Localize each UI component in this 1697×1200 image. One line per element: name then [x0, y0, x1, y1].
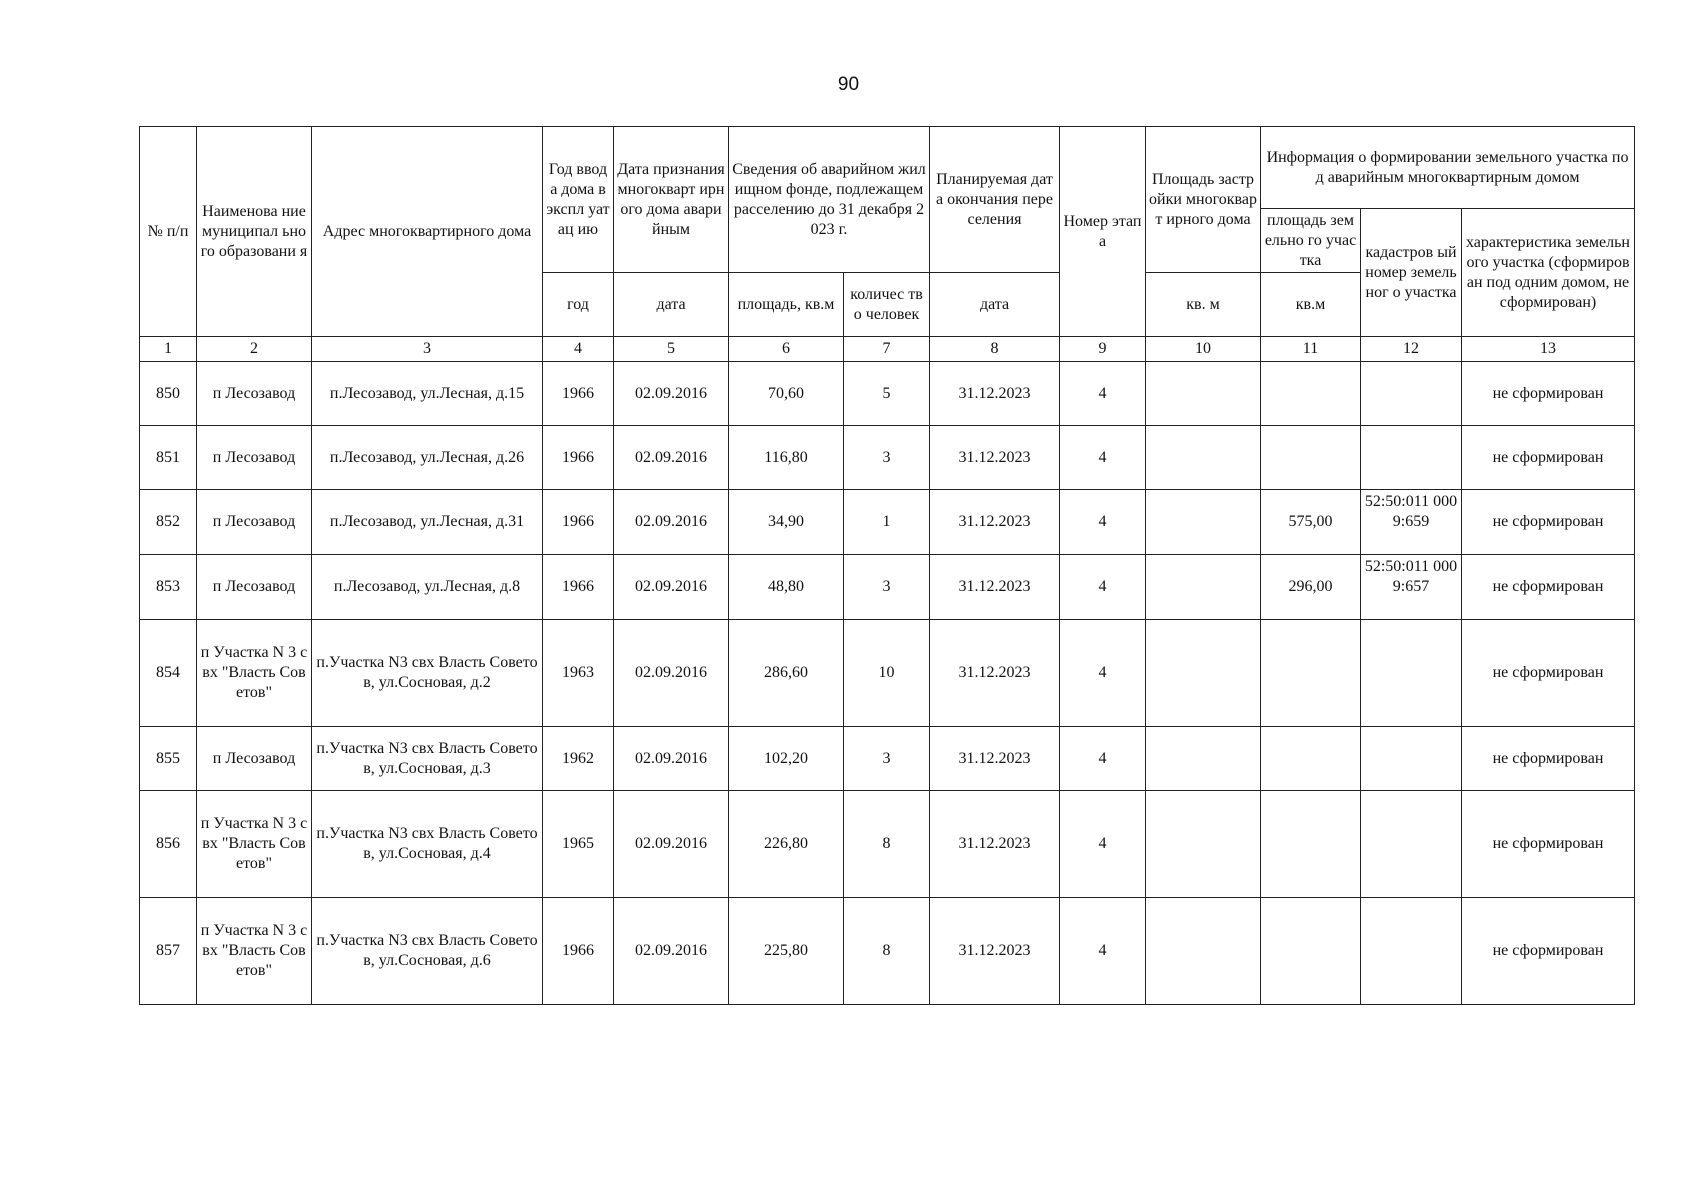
cadastral-cell — [1361, 898, 1462, 1005]
row-number: 851 — [140, 426, 197, 490]
header-planned-date: Планируемая дата окончания переселения — [930, 127, 1060, 273]
building-area-cell — [1146, 898, 1261, 1005]
table-row — [140, 791, 1635, 898]
area-cell: 70,60 — [729, 362, 844, 426]
year-cell: 1966 — [543, 490, 614, 555]
address-cell: п.Лесозавод, ул.Лесная, д.15 — [312, 362, 543, 426]
stage-cell: 4 — [1060, 727, 1146, 791]
people-cell: 3 — [844, 555, 930, 620]
stage-cell: 4 — [1060, 791, 1146, 898]
date-cell: 02.09.2016 — [614, 490, 729, 555]
status-cell: не сформирован — [1462, 362, 1635, 426]
planned-date-cell: 31.12.2023 — [930, 620, 1060, 727]
date-cell: 02.09.2016 — [614, 620, 729, 727]
people-cell: 8 — [844, 898, 930, 1005]
address-cell: п.Лесозавод, ул.Лесная, д.31 — [312, 490, 543, 555]
planned-date-cell: 31.12.2023 — [930, 898, 1060, 1005]
header-stage: Номер этапа — [1060, 127, 1146, 337]
table-row — [140, 727, 1635, 791]
planned-date-cell: 31.12.2023 — [930, 791, 1060, 898]
building-area-cell — [1146, 555, 1261, 620]
status-cell: не сформирован — [1462, 727, 1635, 791]
column-number: 4 — [543, 337, 614, 362]
table-row — [140, 490, 1635, 555]
people-cell: 5 — [844, 362, 930, 426]
municipality-cell: п Участка N 3 свх "Власть Советов" — [197, 620, 312, 727]
header-municipality: Наименова ние муниципал ьного образовани я — [197, 127, 312, 337]
building-area-cell — [1146, 620, 1261, 727]
municipality-cell: п Лесозавод — [197, 490, 312, 555]
row-number: 855 — [140, 727, 197, 791]
year-cell: 1966 — [543, 362, 614, 426]
year-cell: 1966 — [543, 555, 614, 620]
column-number: 7 — [844, 337, 930, 362]
table-row — [140, 620, 1635, 727]
municipality-cell: п Лесозавод — [197, 727, 312, 791]
area-cell: 116,80 — [729, 426, 844, 490]
table-row — [140, 362, 1635, 426]
date-cell: 02.09.2016 — [614, 362, 729, 426]
area-cell: 102,20 — [729, 727, 844, 791]
people-cell: 10 — [844, 620, 930, 727]
header-unit-people: количес тво человек — [844, 273, 930, 337]
header-fund-info: Сведения об аварийном жилищном фонде, подлежащем расселению до 31 декабря 2023 г. — [729, 127, 930, 273]
column-number: 9 — [1060, 337, 1146, 362]
row-number: 854 — [140, 620, 197, 727]
building-area-cell — [1146, 791, 1261, 898]
status-cell: не сформирован — [1462, 555, 1635, 620]
land-area-cell — [1261, 898, 1361, 1005]
header-date-emergency: Дата признания многокварт ирного дома аварийным — [614, 127, 729, 273]
planned-date-cell: 31.12.2023 — [930, 426, 1060, 490]
column-number: 6 — [729, 337, 844, 362]
people-cell: 3 — [844, 426, 930, 490]
header-unit-area: площадь, кв.м — [729, 273, 844, 337]
date-cell: 02.09.2016 — [614, 426, 729, 490]
address-cell: п.Участка N3 свх Власть Советов, ул.Сосновая, д.3 — [312, 727, 543, 791]
cadastral-cell — [1361, 426, 1462, 490]
stage-cell: 4 — [1060, 362, 1146, 426]
column-number-row — [140, 337, 1635, 362]
people-cell: 3 — [844, 727, 930, 791]
area-cell: 225,80 — [729, 898, 844, 1005]
header-num: № п/п — [140, 127, 197, 337]
header-address: Адрес многоквартирного дома — [312, 127, 543, 337]
building-area-cell — [1146, 426, 1261, 490]
header-unit-sqm2: кв.м — [1261, 273, 1361, 337]
building-area-cell — [1146, 490, 1261, 555]
land-area-cell — [1261, 362, 1361, 426]
date-cell: 02.09.2016 — [614, 791, 729, 898]
date-cell: 02.09.2016 — [614, 727, 729, 791]
year-cell: 1965 — [543, 791, 614, 898]
stage-cell: 4 — [1060, 620, 1146, 727]
address-cell: п.Участка N3 свх Власть Советов, ул.Сосновая, д.4 — [312, 791, 543, 898]
cadastral-cell — [1361, 620, 1462, 727]
row-number: 853 — [140, 555, 197, 620]
column-number: 2 — [197, 337, 312, 362]
column-number: 13 — [1462, 337, 1635, 362]
building-area-cell — [1146, 362, 1261, 426]
stage-cell: 4 — [1060, 426, 1146, 490]
column-number: 10 — [1146, 337, 1261, 362]
column-number: 11 — [1261, 337, 1361, 362]
row-number: 856 — [140, 791, 197, 898]
address-cell: п.Лесозавод, ул.Лесная, д.8 — [312, 555, 543, 620]
date-cell: 02.09.2016 — [614, 555, 729, 620]
page-number: 90 — [837, 74, 860, 95]
address-cell: п.Лесозавод, ул.Лесная, д.26 — [312, 426, 543, 490]
table-row — [140, 555, 1635, 620]
status-cell: не сформирован — [1462, 426, 1635, 490]
building-area-cell — [1146, 727, 1261, 791]
header-cadastral: кадастров ый номер земельног о участка — [1361, 209, 1462, 337]
year-cell: 1966 — [543, 426, 614, 490]
row-number: 850 — [140, 362, 197, 426]
land-area-cell — [1261, 426, 1361, 490]
row-number: 852 — [140, 490, 197, 555]
municipality-cell: п Лесозавод — [197, 426, 312, 490]
area-cell: 286,60 — [729, 620, 844, 727]
address-cell: п.Участка N3 свх Власть Советов, ул.Сосновая, д.2 — [312, 620, 543, 727]
stage-cell: 4 — [1060, 898, 1146, 1005]
land-area-cell: 575,00 — [1261, 490, 1361, 555]
emergency-housing-table — [139, 126, 1635, 1005]
area-cell: 34,90 — [729, 490, 844, 555]
stage-cell: 4 — [1060, 555, 1146, 620]
column-number: 1 — [140, 337, 197, 362]
address-cell: п.Участка N3 свх Власть Советов, ул.Сосновая, д.6 — [312, 898, 543, 1005]
header-land-area: площадь земельно го участка — [1261, 209, 1361, 273]
header-year-built: Год ввода дома в экспл уатац ию — [543, 127, 614, 273]
area-cell: 226,80 — [729, 791, 844, 898]
row-number: 857 — [140, 898, 197, 1005]
land-area-cell: 296,00 — [1261, 555, 1361, 620]
municipality-cell: п Участка N 3 свх "Власть Советов" — [197, 898, 312, 1005]
planned-date-cell: 31.12.2023 — [930, 362, 1060, 426]
header-unit-date2: дата — [930, 273, 1060, 337]
status-cell: не сформирован — [1462, 620, 1635, 727]
year-cell: 1962 — [543, 727, 614, 791]
stage-cell: 4 — [1060, 490, 1146, 555]
column-number: 3 — [312, 337, 543, 362]
column-number: 12 — [1361, 337, 1462, 362]
table-row — [140, 426, 1635, 490]
land-area-cell — [1261, 620, 1361, 727]
cadastral-cell: 52:50:011 0009:659 — [1361, 490, 1462, 555]
column-number: 5 — [614, 337, 729, 362]
land-area-cell — [1261, 727, 1361, 791]
status-cell: не сформирован — [1462, 791, 1635, 898]
header-land-characteristic: характеристика земельного участка (сформирован под одним домом, не сформирован) — [1462, 209, 1635, 337]
cadastral-cell — [1361, 727, 1462, 791]
column-number: 8 — [930, 337, 1060, 362]
year-cell: 1966 — [543, 898, 614, 1005]
planned-date-cell: 31.12.2023 — [930, 727, 1060, 791]
cadastral-cell: 52:50:011 0009:657 — [1361, 555, 1462, 620]
table-row — [140, 898, 1635, 1005]
cadastral-cell — [1361, 791, 1462, 898]
header-building-area: Площадь застройки многокварт ирного дома — [1146, 127, 1261, 273]
header-land-info: Информация о формировании земельного участка под аварийным многоквартирным домом — [1261, 127, 1635, 209]
header-unit-year: год — [543, 273, 614, 337]
planned-date-cell: 31.12.2023 — [930, 555, 1060, 620]
cadastral-cell — [1361, 362, 1462, 426]
planned-date-cell: 31.12.2023 — [930, 490, 1060, 555]
header-unit-date: дата — [614, 273, 729, 337]
land-area-cell — [1261, 791, 1361, 898]
date-cell: 02.09.2016 — [614, 898, 729, 1005]
area-cell: 48,80 — [729, 555, 844, 620]
year-cell: 1963 — [543, 620, 614, 727]
people-cell: 1 — [844, 490, 930, 555]
header-unit-sqm: кв. м — [1146, 273, 1261, 337]
municipality-cell: п Лесозавод — [197, 555, 312, 620]
municipality-cell: п Участка N 3 свх "Власть Советов" — [197, 791, 312, 898]
people-cell: 8 — [844, 791, 930, 898]
municipality-cell: п Лесозавод — [197, 362, 312, 426]
status-cell: не сформирован — [1462, 898, 1635, 1005]
status-cell: не сформирован — [1462, 490, 1635, 555]
